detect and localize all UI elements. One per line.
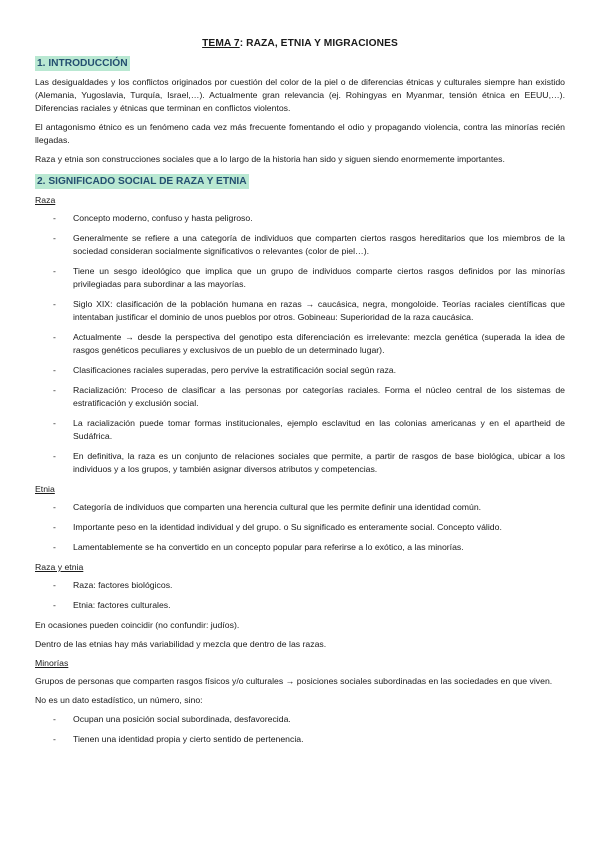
bullet-dash: - — [53, 600, 56, 610]
subheading-raza: Raza — [35, 195, 56, 205]
list-item: - Categoría de individuos que comparten una herencia cultural que les permite definir una identidad común. — [53, 502, 482, 512]
bullet-dash: - — [53, 365, 56, 375]
bullet-dash: - — [53, 418, 56, 428]
list-item: - Ocupan una posición social subordinada, desfavorecida. — [53, 714, 291, 724]
raza-y-etnia-paragraph-1: En ocasiones pueden coincidir (no confundir: judíos). — [35, 620, 240, 630]
intro-paragraph-3: Raza y etnia son construcciones sociales que a lo largo de la historia han sido y siguen siendo enormemente importantes. — [35, 154, 505, 164]
list-item: - Racialización: Proceso de clasificar a las personas por categorías raciales. Forma el núcleo central de los sistemas de estratificación y exclusión social. — [53, 385, 565, 408]
list-item: - La racialización puede tomar formas institucionales, ejemplo esclavitud en las colonias americanas y en el apartheid de Sudáfrica. — [53, 418, 565, 441]
list-item: - En definitiva, la raza es un conjunto de relaciones sociales que permite, a partir de rasgos de base biológica, ubicar a los individuos y a los grupos, y también asignar diversos atributos y competencias. — [53, 451, 565, 474]
bullet-dash: - — [53, 332, 56, 342]
section-heading-introduccion: 1. INTRODUCCIÓN — [37, 58, 128, 69]
intro-paragraph-2: El antagonismo étnico es un fenómeno cada vez más frecuente fomentando el odio y propagando violencia, contra las minorías recién llegadas. — [35, 122, 565, 145]
bullet-dash: - — [53, 734, 56, 744]
bullet-dash: - — [53, 451, 56, 461]
list-item: - Clasificaciones raciales superadas, pero pervive la estratificación social según raza. — [53, 365, 397, 375]
bullet-dash: - — [53, 714, 56, 724]
bullet-dash: - — [53, 522, 56, 532]
raza-y-etnia-list — [35, 579, 565, 612]
list-item: - Tiene un sesgo ideológico que implica que un grupo de individuos comparte ciertos rasgos definidos por las minorías privilegiadas para subordinar a las mayorías. — [53, 266, 565, 289]
bullet-dash: - — [53, 542, 56, 552]
list-item: - Generalmente se refiere a una categoría de individuos que comparten ciertos rasgos hereditarios que los miembros de la sociedad consideran socialmente significativos o relevantes (color de piel…). — [53, 233, 565, 256]
bullet-dash: - — [53, 233, 56, 243]
intro-paragraph-1: Las desigualdades y los conflictos originados por cuestión del color de la piel o de diferencias étnicas y culturales siempre han existido (Alemania, Yugoslavia, Turquía, Israel,…). Actualmente gran relevancia (ej. Rohingyas en Myanmar, tensión étnica en EEUU,…). Diferencias raciales y étnicas que terminan en conflictos violentos. — [35, 77, 565, 113]
list-item: - Etnia: factores culturales. — [53, 600, 171, 610]
bullet-dash: - — [53, 580, 56, 590]
raza-y-etnia-paragraph-2: Dentro de las etnias hay más variabilidad y mezcla que dentro de las razas. — [35, 639, 327, 649]
subheading-raza-y-etnia: Raza y etnia — [35, 562, 84, 572]
bullet-dash: - — [53, 502, 56, 512]
minorias-list — [35, 713, 565, 746]
minorias-paragraph-2: No es un dato estadístico, un número, sino: — [35, 695, 203, 705]
list-item: - Tienen una identidad propia y cierto sentido de pertenencia. — [53, 734, 304, 744]
bullet-dash: - — [53, 385, 56, 395]
list-item: - Actualmente → desde la perspectiva del genotipo esta diferenciación es irrelevante: mezcla genética (superada la idea de rasgos genéticos peculiares y exclusivos de un pueblo de un determinado lugar). — [53, 332, 565, 355]
subheading-etnia: Etnia — [35, 484, 55, 494]
title-rest: : RAZA, ETNIA Y MIGRACIONES — [239, 38, 398, 49]
etnia-list — [35, 501, 565, 554]
list-item: - Siglo XIX: clasificación de la población humana en razas → caucásica, negra, mongoloide. Teorías raciales científicas que intentaban justificar el dominio de unos pueblos por otros. Gobineau: Superioridad de la raza caucásica. — [53, 299, 565, 322]
subheading-minorias: Minorías — [35, 658, 69, 668]
bullet-dash: - — [53, 213, 56, 223]
bullet-dash: - — [53, 266, 56, 276]
title-prefix: TEMA 7 — [202, 38, 240, 49]
list-item: - Importante peso en la identidad individual y del grupo. o Su significado es enteramente social. Concepto válido. — [53, 522, 502, 532]
list-item: - Lamentablemente se ha convertido en un concepto popular para referirse a lo exótico, a las minorías. — [53, 542, 464, 552]
list-item: - Concepto moderno, confuso y hasta peligroso. — [53, 213, 253, 223]
section-heading-significado: 2. SIGNIFICADO SOCIAL DE RAZA Y ETNIA — [37, 176, 247, 187]
raza-list — [35, 212, 565, 476]
minorias-paragraph-1: Grupos de personas que comparten rasgos físicos y/o culturales → posiciones sociales subordinadas en las sociedades en que viven. — [35, 676, 553, 686]
bullet-dash: - — [53, 299, 56, 309]
document-page — [35, 37, 565, 753]
document-title — [35, 37, 565, 50]
list-item: - Raza: factores biológicos. — [53, 580, 173, 590]
